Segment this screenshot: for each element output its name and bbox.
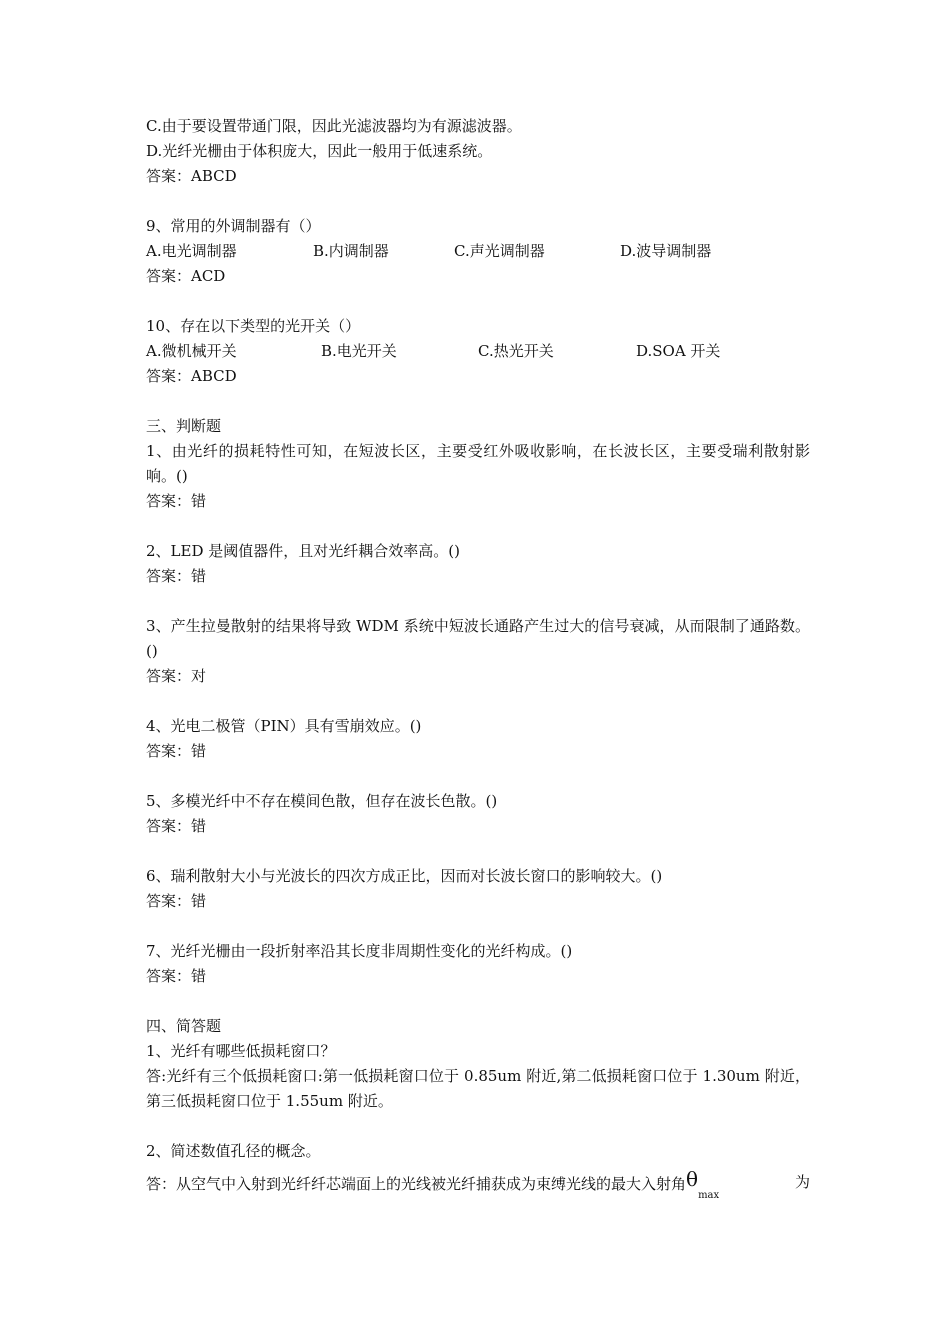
q10-answer: 答案：ABCD <box>146 367 237 385</box>
section3-title: 三、判断题 <box>146 417 222 435</box>
tf1-text: 1、由光纤的损耗特性可知，在短波长区，主要受红外吸收影响，在长波长区，主要受瑞利散射影响。() <box>146 442 810 485</box>
tf4-answer: 答案：错 <box>146 742 207 760</box>
q8-option-d: D.光纤光栅由于体积庞大，因此一般用于低速系统。 <box>146 142 493 160</box>
q9-option-c: C.声光调制器 <box>454 242 545 260</box>
q9-option-d: D.波导调制器 <box>620 242 712 260</box>
q10-option-d: D.SOA 开关 <box>636 342 721 360</box>
tf7-text: 7、光纤光栅由一段折射率沿其长度非周期性变化的光纤构成。() <box>146 942 573 960</box>
sa2-answer-end: 为 <box>794 1173 810 1191</box>
sa2-question: 2、简述数值孔径的概念。 <box>146 1142 321 1160</box>
tf5-text: 5、多模光纤中不存在模间色散，但存在波长色散。() <box>146 792 498 810</box>
theta-symbol: θ <box>686 1167 699 1191</box>
tf5-answer: 答案：错 <box>146 817 207 835</box>
q8-answer: 答案：ABCD <box>146 167 237 185</box>
q8-option-c: C.由于要设置带通门限，因此光滤波器均为有源滤波器。 <box>146 117 522 135</box>
q10-option-c: C.热光开关 <box>478 342 554 360</box>
tf2-answer: 答案：错 <box>146 567 207 585</box>
q9-stem: 9、常用的外调制器有（） <box>146 217 321 235</box>
tf3-answer: 答案：对 <box>146 667 207 685</box>
tf7-answer: 答案：错 <box>146 967 207 985</box>
sa2-answer-text: 答：从空气中入射到光纤纤芯端面上的光线被光纤捕获成为束缚光线的最大入射角 <box>146 1175 687 1193</box>
tf6-text: 6、瑞利散射大小与光波长的四次方成正比，因而对长波长窗口的影响较大。() <box>146 867 663 885</box>
theta-subscript: max <box>698 1190 720 1201</box>
tf4-text: 4、光电二极管（PIN）具有雪崩效应。() <box>146 717 422 735</box>
q9-option-a: A.电光调制器 <box>146 242 237 260</box>
sa1-question: 1、光纤有哪些低损耗窗口？ <box>146 1042 336 1060</box>
tf3-text: 3、产生拉曼散射的结果将导致 WDM 系统中短波长通路产生过大的信号衰减，从而限制了通路数。() <box>146 617 810 660</box>
q9-answer: 答案：ACD <box>146 267 226 285</box>
section4-title: 四、简答题 <box>146 1017 222 1035</box>
q10-option-a: A.微机械开关 <box>146 342 237 360</box>
sa2-answer-line <box>146 1167 810 1201</box>
q9-options <box>146 239 810 264</box>
tf2-text: 2、LED 是阈值器件，且对光纤耦合效率高。() <box>146 542 460 560</box>
q10-option-b: B.电光开关 <box>321 342 397 360</box>
q9-option-b: B.内调制器 <box>313 242 389 260</box>
q10-options <box>146 339 810 364</box>
tf1-answer: 答案：错 <box>146 492 207 510</box>
q10-stem: 10、存在以下类型的光开关（） <box>146 317 361 335</box>
document-page <box>146 114 810 1201</box>
tf6-answer: 答案：错 <box>146 892 207 910</box>
sa1-answer: 答:光纤有三个低损耗窗口:第一低损耗窗口位于 0.85um 附近,第二低损耗窗口位于 1.30um 附近，第三低损耗窗口位于 1.55um 附近。 <box>146 1067 810 1110</box>
